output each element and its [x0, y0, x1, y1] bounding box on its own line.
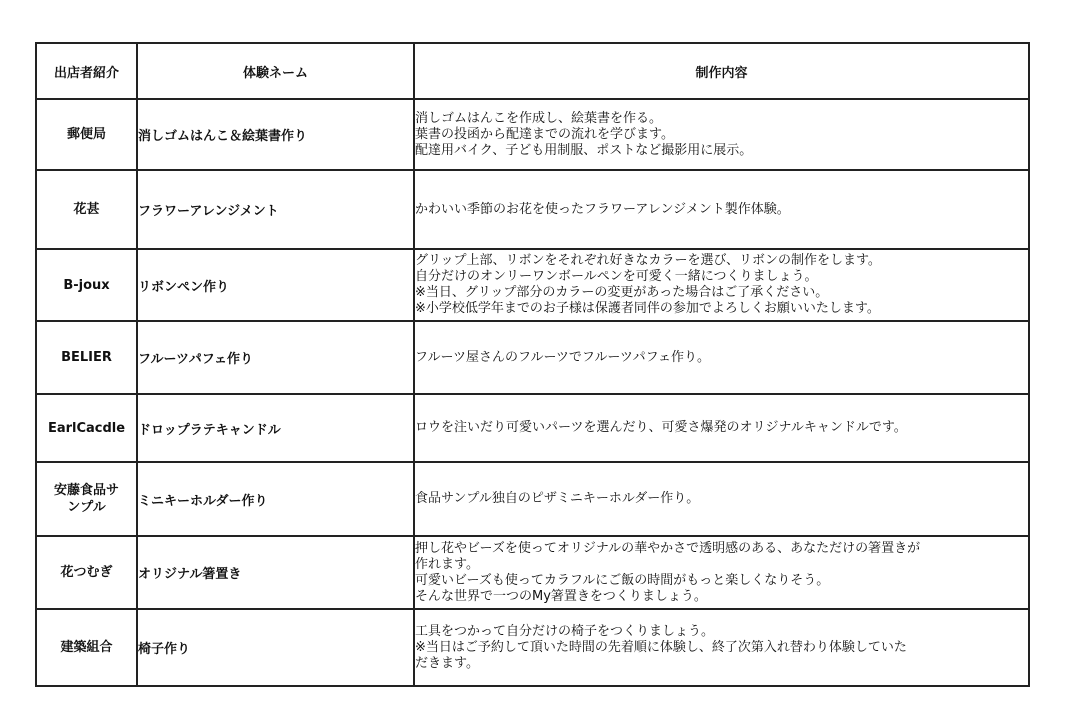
experience-cell: ドロップラテキャンドル: [137, 394, 414, 462]
content-line: フルーツ屋さんのフルーツでフルーツパフェ作り。: [415, 349, 710, 365]
content-line: 作れます。: [415, 556, 479, 572]
header-row: [36, 43, 1029, 99]
experience-cell: リボンペン作り: [137, 249, 414, 321]
content-line: 配達用バイク、子ども用制服、ポストなど撮影用に展示。: [415, 142, 753, 158]
table-row: [36, 609, 1029, 686]
table-row: [36, 321, 1029, 394]
content-line: ※小学校低学年までのお子様は保護者同伴の参加でよろしくお願いいたします。: [415, 301, 880, 316]
content-cell: [414, 249, 1029, 321]
vendor-cell: 花甚: [36, 170, 137, 249]
experience-cell: フラワーアレンジメント: [137, 170, 414, 249]
vendor-cell: 建築組合: [36, 609, 137, 686]
content-cell: [414, 462, 1029, 536]
content-line: 押し花やビーズを使ってオリジナルの華やかさで透明感のある、あなただけの箸置きが: [415, 540, 921, 556]
content-line: 葉書の投函から配達までの流れを学びます。: [415, 126, 674, 142]
content-cell: [414, 536, 1029, 609]
vendor-cell: [36, 462, 137, 536]
table-row: [36, 394, 1029, 462]
content-line: グリップ上部、リボンをそれぞれ好きなカラーを選び、リボンの制作をします。: [415, 253, 881, 268]
content-line: そんな世界で一つのMy箸置きをつくりましょう。: [415, 588, 707, 604]
content-cell: [414, 99, 1029, 170]
experience-cell: フルーツパフェ作り: [137, 321, 414, 394]
content-line: 消しゴムはんこを作成し、絵葉書を作る。: [415, 110, 663, 126]
content-line: 可愛いビーズも使ってカラフルにご飯の時間がもっと楽しくなりそう。: [415, 572, 830, 588]
vendor-cell: EarlCacdle: [36, 394, 137, 462]
vendor-cell: B-joux: [36, 249, 137, 321]
content-line: 工具をつかって自分だけの椅子をつくりましょう。: [415, 623, 715, 639]
content-cell: [414, 609, 1029, 686]
vendor-cell: 花つむぎ: [36, 536, 137, 609]
table-row: [36, 249, 1029, 321]
content-cell: [414, 394, 1029, 462]
content-line: 自分だけのオンリーワンボールペンを可愛く一緒につくりましょう。: [415, 269, 818, 284]
content-cell: [414, 170, 1029, 249]
header-vendor: 出店者紹介: [36, 43, 137, 99]
experience-cell: 消しゴムはんこ＆絵葉書作り: [137, 99, 414, 170]
experience-cell: 椅子作り: [137, 609, 414, 686]
content-cell: [414, 321, 1029, 394]
content-line: 食品サンプル独自のピザミニキーホルダー作り。: [415, 491, 700, 506]
vendor-line: 安藤食品サ: [53, 483, 119, 498]
content-line: ロウを注いだり可愛いパーツを選んだり、可愛さ爆発のオリジナルキャンドルです。: [415, 420, 907, 435]
experience-cell: ミニキーホルダー作り: [137, 462, 414, 536]
table-row: [36, 536, 1029, 609]
table-row: [36, 462, 1029, 536]
header-content: 制作内容: [414, 43, 1029, 99]
vendor-cell: 郵便局: [36, 99, 137, 170]
experience-cell: オリジナル箸置き: [137, 536, 414, 609]
vendor-cell: BELIER: [36, 321, 137, 394]
content-line: だきます。: [415, 655, 479, 671]
vendor-line: ンプル: [67, 500, 106, 515]
content-line: ※当日はご予約して頂いた時間の先着順に体験し、終了次第入れ替わり体験していた: [415, 639, 907, 655]
content-line: かわいい季節のお花を使ったフラワーアレンジメント製作体験。: [415, 201, 790, 217]
table-row: [36, 170, 1029, 249]
content-line: ※当日、グリップ部分のカラーの変更があった場合はご了承ください。: [415, 285, 829, 300]
vendor-table: [35, 42, 1030, 687]
table-row: [36, 99, 1029, 170]
header-experience: 体験ネーム: [137, 43, 414, 99]
